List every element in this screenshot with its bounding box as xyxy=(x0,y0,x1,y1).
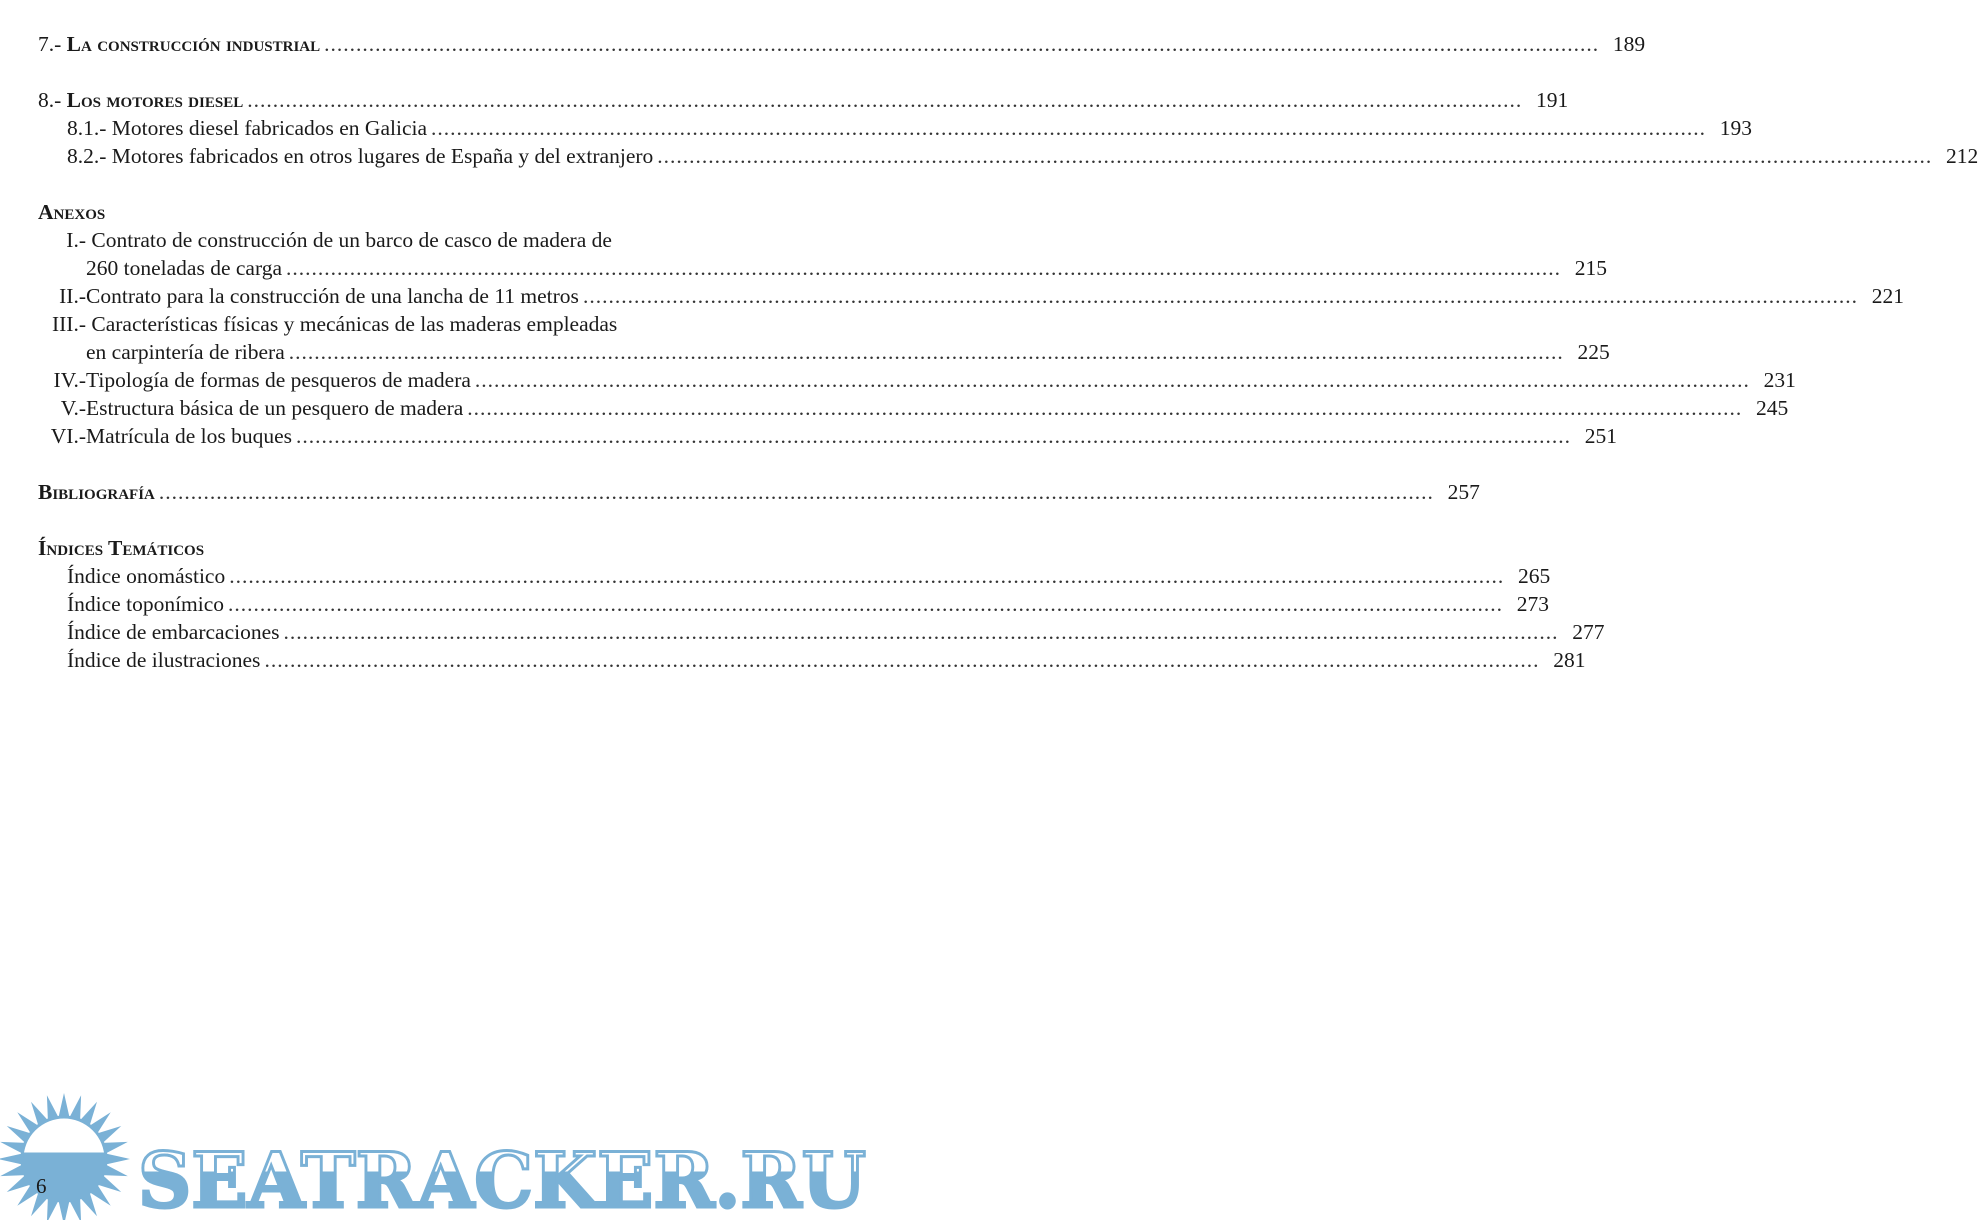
toc-entry-anexo-3-cont[interactable] xyxy=(38,338,1610,366)
watermark-logo xyxy=(0,1085,886,1220)
anexo-title: Contrato para la construcción de una lancha de 11 metros xyxy=(86,284,579,308)
dot-leader: ........................................................................................................................................................................................................ xyxy=(467,396,1743,420)
page-ref: 193 xyxy=(1719,116,1752,140)
page-ref: 221 xyxy=(1871,284,1904,308)
page-ref: 225 xyxy=(1577,340,1610,364)
dot-leader: ........................................................................................................................................................................................................ xyxy=(657,144,1933,168)
page-ref: 215 xyxy=(1574,256,1608,280)
dot-leader: ........................................................................................................................................................................................................ xyxy=(296,424,1571,448)
toc-entry-indice-ilustraciones[interactable] xyxy=(38,646,1586,674)
chapter-title: Los motores diesel xyxy=(66,88,244,112)
page-ref: 251 xyxy=(1584,424,1617,448)
toc-entry-anexo-6[interactable] xyxy=(38,422,1617,450)
table-of-contents xyxy=(38,30,1978,674)
section-title: Índice onomástico xyxy=(67,564,226,588)
section-title: 8.1.- Motores diesel fabricados en Galicia xyxy=(67,116,427,140)
page-ref: 265 xyxy=(1517,564,1551,588)
anexo-title-line1: Contrato de construcción de un barco de casco de madera de xyxy=(91,228,612,252)
anexo-title-line2: en carpintería de ribera xyxy=(86,340,285,364)
anexos-heading: Anexos xyxy=(38,200,106,224)
section-title: Índice de ilustraciones xyxy=(67,648,261,672)
dot-leader: ........................................................................................................................................................................................................ xyxy=(286,256,1562,280)
indices-heading: Índices Temáticos xyxy=(38,536,205,560)
dot-leader: ........................................................................................................................................................................................................ xyxy=(582,284,1858,308)
page-ref: 245 xyxy=(1756,396,1789,420)
dot-leader: ........................................................................................................................................................................................................ xyxy=(229,564,1505,588)
page-ref: 212 xyxy=(1946,144,1978,168)
page-ref: 257 xyxy=(1447,480,1480,504)
page-number: 6 xyxy=(36,1174,47,1198)
anexo-title: Matrícula de los buques xyxy=(86,424,292,448)
dot-leader: ........................................................................................................................................................................................................ xyxy=(474,368,1750,392)
toc-entry-bibliografia[interactable] xyxy=(38,478,1480,506)
toc-entry-anexo-3[interactable] xyxy=(38,310,824,338)
anexo-number: I.- xyxy=(66,228,86,252)
toc-entry-anexo-5[interactable] xyxy=(38,394,1789,422)
watermark-text: SEATRACKER.RU xyxy=(138,1136,866,1220)
section-title: Bibliografía xyxy=(38,480,155,504)
dot-leader: ........................................................................................................................................................................................................ xyxy=(431,116,1706,140)
toc-entry-8-1[interactable] xyxy=(38,114,1752,142)
dot-leader: ........................................................................................................................................................................................................ xyxy=(228,592,1504,616)
page-ref: 273 xyxy=(1516,592,1550,616)
section-title: Índice de embarcaciones xyxy=(67,620,280,644)
page-ref: 231 xyxy=(1763,368,1796,392)
anexo-title-line1: Características físicas y mecánicas de las maderas empleadas xyxy=(91,312,618,336)
anexo-title-line2: 260 toneladas de carga xyxy=(86,256,283,280)
dot-leader: ........................................................................................................................................................................................................ xyxy=(158,480,1434,504)
page-ref: 281 xyxy=(1553,648,1586,672)
dot-leader: ........................................................................................................................................................................................................ xyxy=(288,340,1564,364)
section-title: 8.2.- Motores fabricados en otros lugares de España y del extranjero xyxy=(67,144,654,168)
toc-entry-8-2[interactable] xyxy=(38,142,1978,170)
toc-entry-anexo-2[interactable] xyxy=(38,282,1904,310)
anexo-number: IV.- xyxy=(53,368,86,392)
dot-leader: ........................................................................................................................................................................................................ xyxy=(324,32,1600,56)
anexo-number: VI.- xyxy=(50,424,86,448)
anexo-number: III.- xyxy=(51,312,86,336)
dot-leader: ........................................................................................................................................................................................................ xyxy=(264,648,1540,672)
toc-entry-anexo-1-cont[interactable] xyxy=(38,254,1608,282)
toc-entry-indice-toponimico[interactable] xyxy=(38,590,1550,618)
dot-leader: ........................................................................................................................................................................................................ xyxy=(247,88,1523,112)
toc-entry-anexo-4[interactable] xyxy=(38,366,1796,394)
anexo-title: Estructura básica de un pesquero de madera xyxy=(86,396,464,420)
toc-entry-anexo-1[interactable] xyxy=(38,226,824,254)
dot-leader: ........................................................................................................................................................................................................ xyxy=(283,620,1559,644)
toc-entry-ch7[interactable] xyxy=(38,30,1646,58)
page-ref: 277 xyxy=(1572,620,1605,644)
chapter-number: 7.- xyxy=(38,32,67,56)
anexo-number: II.- xyxy=(59,284,86,308)
chapter-title: La construcción industrial xyxy=(66,32,321,56)
toc-entry-ch8[interactable] xyxy=(38,86,1569,114)
page-ref: 189 xyxy=(1612,32,1646,56)
section-title: Índice toponímico xyxy=(67,592,225,616)
toc-entry-indice-onomastico[interactable] xyxy=(38,562,1551,590)
sunburst-icon xyxy=(0,1093,130,1220)
chapter-number: 8.- xyxy=(38,88,67,112)
page-ref: 191 xyxy=(1535,88,1569,112)
anexo-number: V.- xyxy=(60,396,86,420)
toc-entry-indice-embarcaciones[interactable] xyxy=(38,618,1605,646)
anexo-title: Tipología de formas de pesqueros de madera xyxy=(86,368,471,392)
